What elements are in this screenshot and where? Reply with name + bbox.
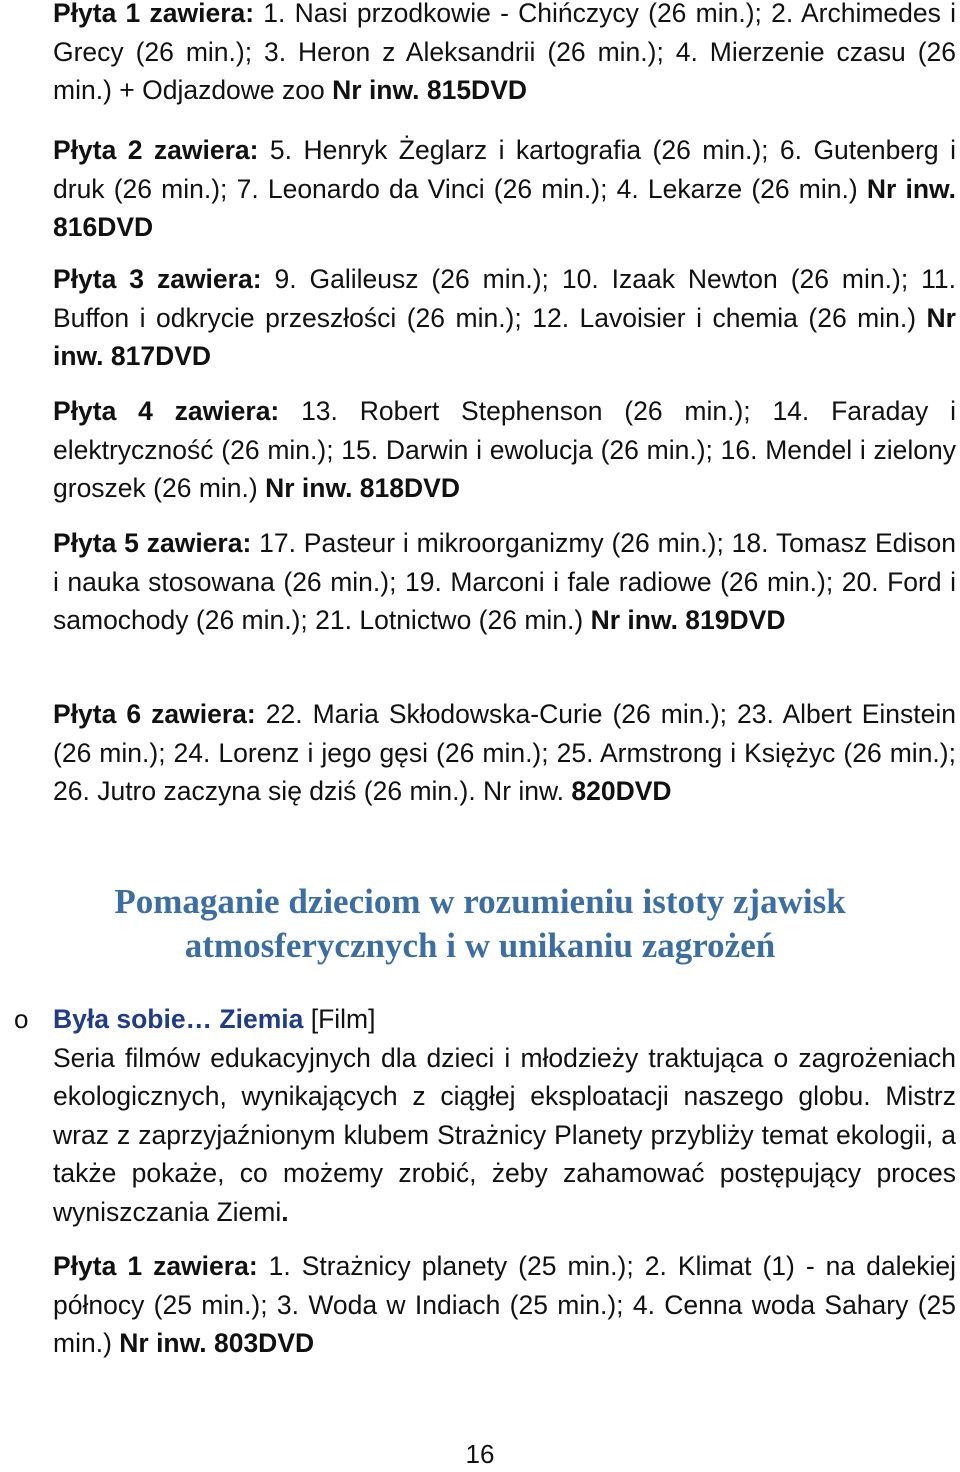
disc-3-description — [53, 260, 956, 376]
film-disc-description — [53, 1247, 956, 1363]
disc-label: Płyta 5 zawiera: — [53, 528, 252, 558]
disc-contents: 9. Galileusz (26 min.); 10. Izaak Newton (26 min.); 11. Buffon i odkrycie przeszłości (26 min.); 12. Lavoisier i chemia (26 min.) — [53, 264, 956, 333]
disc-contents: 1. Strażnicy planety (25 min.); 2. Klimat (1) - na dalekiej północy (25 min.); 3. Woda w Indiach (25 min.); 4. Cenna woda Sahary (25 min.) — [53, 1251, 956, 1358]
section-heading: Pomaganie dzieciom w rozumieniu istoty zjawisk atmosferycznych i w unikaniu zagrożeń — [114, 882, 846, 965]
disc-2-description — [53, 131, 956, 247]
film-description-end: . — [281, 1196, 289, 1227]
disc-label: Płyta 1 zawiera: — [53, 0, 255, 28]
disc-contents: 1. Nasi przodkowie - Chińczycy (26 min.); 2. Archimedes i Grecy (26 min.); 3. Heron z Aleksandrii (26 min.); 4. Mierzenie czasu (26 min.) + Odjazdowe zoo — [53, 0, 956, 105]
inventory-number: Nr inw. 815DVD — [332, 75, 528, 105]
disc-label: Płyta 1 zawiera: — [53, 1251, 258, 1281]
inventory-number: Nr inw. 803DVD — [119, 1328, 315, 1358]
disc-label: Płyta 6 zawiera: — [53, 699, 256, 729]
inventory-number: Nr inw. 819DVD — [590, 605, 786, 635]
disc-5-description — [53, 524, 956, 640]
film-entry — [53, 1000, 956, 1231]
disc-label: Płyta 2 zawiera: — [53, 135, 259, 165]
film-title: Była sobie… Ziemia — [53, 1004, 304, 1034]
disc-contents: 5. Henryk Żeglarz i kartografia (26 min.); 6. Gutenberg i druk (26 min.); 7. Leonardo da Vinci (26 min.); 4. Lekarze (26 min.) — [53, 135, 956, 204]
film-type: [Film] — [303, 1004, 376, 1034]
list-bullet: o — [14, 1004, 29, 1034]
inventory-number: 820DVD — [571, 776, 672, 806]
film-description: Seria filmów edukacyjnych dla dzieci i młodzieży traktująca o zagrożeniach ekologicznych, wynikających z ciągłej eksploatacji naszego globu. Mistrz wraz z zaprzyjaźnionym klubem Strażnicy Planety przybliży temat ekologii, a także pokaże, co możemy zrobić, żeby zahamować postępujący proces wyniszczania Ziemi — [53, 1042, 956, 1227]
disc-4-description — [53, 392, 956, 508]
inventory-number: Nr inw. 816DVD — [53, 173, 956, 242]
inventory-number: Nr inw. 817DVD — [53, 302, 956, 371]
disc-1-description — [53, 0, 956, 110]
disc-label: Płyta 4 zawiera: — [53, 396, 280, 426]
disc-contents: 17. Pasteur i mikroorganizmy (26 min.); 18. Tomasz Edison i nauka stosowana (26 min.); 19. Marconi i fale radiowe (26 min.); 20. Ford i samochody (26 min.); 21. Lotnictwo (26 min.) — [53, 528, 956, 635]
disc-label: Płyta 3 zawiera: — [53, 264, 262, 294]
disc-contents: 22. Maria Skłodowska-Curie (26 min.); 23. Albert Einstein (26 min.); 24. Lorenz i jego gęsi (26 min.); 25. Armstrong i Księżyc (26 min.); 26. Jutro zaczyna się dziś (26 min.). Nr inw. — [53, 699, 956, 806]
inventory-number: Nr inw. 818DVD — [265, 473, 460, 503]
disc-contents: 13. Robert Stephenson (26 min.); 14. Faraday i elektryczność (26 min.); 15. Darwin i ewolucja (26 min.); 16. Mendel i zielony groszek (26 min.) — [53, 396, 956, 503]
page-number: 16 — [465, 1439, 495, 1469]
disc-6-description — [53, 695, 956, 811]
